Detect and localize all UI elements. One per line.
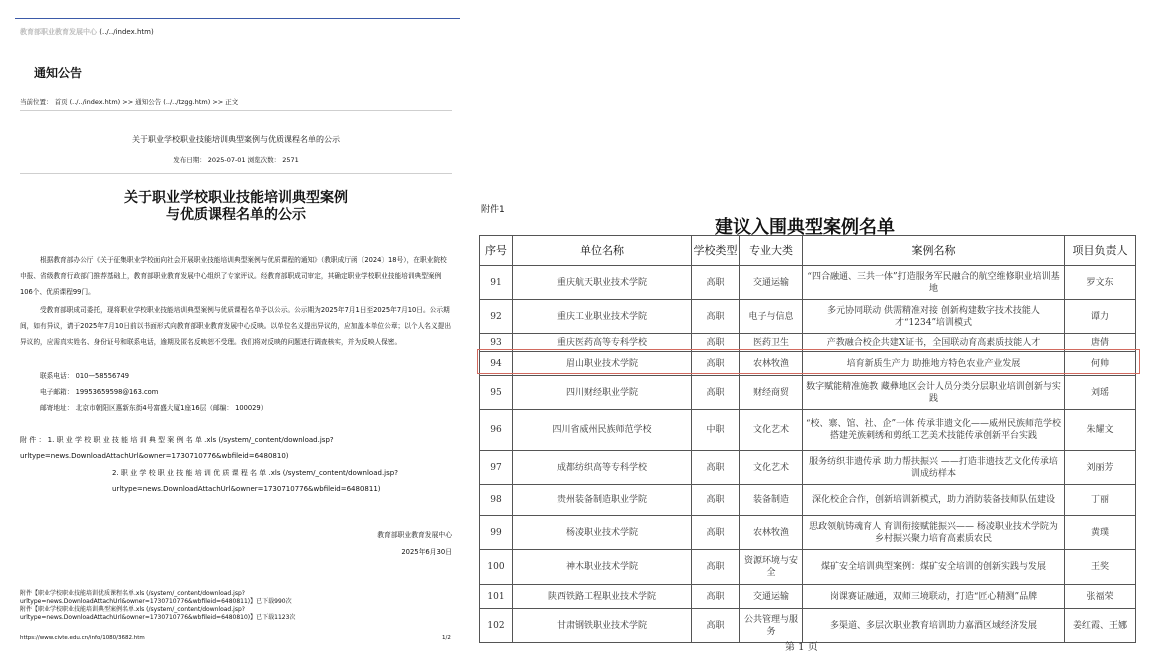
- cell-no: 96: [480, 410, 513, 451]
- cell-leader: 唐倩: [1065, 334, 1136, 352]
- article-title: [20, 190, 452, 224]
- cell-case: 深化校企合作，创新培训新模式，助力消防装备技师队伍建设: [803, 485, 1065, 516]
- cell-case: 岗课赛证融通，双师三境联动，打造“匠心精测”品牌: [803, 585, 1065, 609]
- cell-leader: 何帅: [1065, 352, 1136, 376]
- cell-major: 交通运输: [740, 585, 803, 609]
- cell-case: “四合融通、三共一体”打造服务军民融合的航空维修职业培训基地: [803, 266, 1065, 300]
- cell-type: 高职: [692, 352, 740, 376]
- cell-major: 财经商贸: [740, 376, 803, 410]
- contact-email: 电子邮箱： 19953659598@163.com: [40, 388, 159, 396]
- table-row: [480, 550, 1136, 585]
- header-type: 学校类型: [692, 236, 740, 266]
- cell-no: 99: [480, 516, 513, 550]
- cell-leader: 姜红霞、王娜: [1065, 609, 1136, 643]
- cell-type: 高职: [692, 266, 740, 300]
- footer-line: 附件【职业学校职业技能培训典型案例名单.xls (/system/_content/download.jsp?: [20, 606, 245, 613]
- cell-school: 四川财经职业学院: [513, 376, 692, 410]
- cell-case: 数字赋能精准施教 藏彝地区会计人员分类分层职业培训创新与实践: [803, 376, 1065, 410]
- contact-address: 邮寄地址： 北京市朝阳区惠新东街4号富盛大厦1座16层（邮编： 100029）: [40, 404, 268, 412]
- cell-major: 文化艺术: [740, 451, 803, 485]
- sign-date: 2025年6月30日: [401, 548, 452, 556]
- cell-case: 煤矿安全培训典型案例：煤矿安全培训的创新实践与发展: [803, 550, 1065, 585]
- cell-no: 92: [480, 300, 513, 334]
- cell-school: 眉山职业技术学院: [513, 352, 692, 376]
- attachment-link-2[interactable]: 2. 职 业 学 校 职 业 技 能 培 训 优 质 课 程 名 单 .xls (/system/_content/download.jsp?urltype=news.DownloadAttachUrl&owner=1730710776&wbfileid=6480811): [112, 469, 398, 493]
- table-header-row: [480, 236, 1136, 266]
- cell-case: 多渠道、多层次职业教育培训助力嘉酒区域经济发展: [803, 609, 1065, 643]
- table-title: 建议入围典型案例名单: [715, 217, 895, 238]
- cell-leader: 丁丽: [1065, 485, 1136, 516]
- cell-type: 高职: [692, 451, 740, 485]
- cell-no: 100: [480, 550, 513, 585]
- cell-school: 贵州装备制造职业学院: [513, 485, 692, 516]
- cell-type: 高职: [692, 609, 740, 643]
- header-school: 单位名称: [513, 236, 692, 266]
- site-link[interactable]: (../../index.htm): [99, 28, 154, 36]
- cell-leader: 罗文东: [1065, 266, 1136, 300]
- footer-line: urltype=news.DownloadAttachUrl&owner=1730710776&wbfileid=6480810)】已下载1123次: [20, 614, 296, 621]
- cell-type: 高职: [692, 550, 740, 585]
- cell-major: 公共管理与服务: [740, 609, 803, 643]
- table-row: [480, 376, 1136, 410]
- cell-case: 服务纺织非遗传承 助力帮扶振兴 ——打造非遗技艺文化传承培训成纺样本: [803, 451, 1065, 485]
- cell-leader: 张福荣: [1065, 585, 1136, 609]
- contact-phone: 联系电话： 010—58556749: [40, 372, 130, 380]
- table-row: [480, 300, 1136, 334]
- paragraph-2: 受教育部职成司委托，现将职业学校职业技能培训典型案例与优质课程名单予以公示。公示期为2025年7月1日至2025年7月10日。公示期间，如有异议，请于2025年7月10日前以书面形式向教育部职业教育发展中心反映。以单位名义提出异议的，应加盖本单位公章；以个人名义提出异议的，应需真实姓名、身份证号和联系电话，逾期及匿名反映恕不受理。我们将对反映的问题进行调查核实，并为反映人保密。: [20, 306, 452, 346]
- page-url: https://www.civte.edu.cn/info/1080/3682.htm: [20, 635, 145, 641]
- footer-line: urltype=news.DownloadAttachUrl&owner=1730710776&wbfileid=6480811)】已下载990次: [20, 598, 292, 605]
- cell-no: 93: [480, 334, 513, 352]
- article-title-line2: 与优质课程名单的公示: [166, 207, 306, 223]
- case-list-table: [479, 235, 1136, 643]
- site-name: 教育部职业教育发展中心: [20, 28, 97, 36]
- cell-leader: 刘瑶: [1065, 376, 1136, 410]
- cell-type: 中职: [692, 410, 740, 451]
- cell-major: 资源环境与安全: [740, 550, 803, 585]
- cell-major: 交通运输: [740, 266, 803, 300]
- publish-date: 发布日期： 2025-07-01 浏览次数： 2571: [173, 156, 299, 164]
- cell-major: 农林牧渔: [740, 516, 803, 550]
- cell-school: 四川省威州民族师范学校: [513, 410, 692, 451]
- divider: [20, 173, 452, 174]
- cell-major: 医药卫生: [740, 334, 803, 352]
- table-row: [480, 352, 1136, 376]
- header-leader: 项目负责人: [1065, 236, 1136, 266]
- cell-major: 农林牧渔: [740, 352, 803, 376]
- annex-table-page: [475, 0, 1162, 667]
- table-row: [480, 410, 1136, 451]
- table-row: [480, 585, 1136, 609]
- cell-school: 重庆航天职业技术学院: [513, 266, 692, 300]
- cell-major: 文化艺术: [740, 410, 803, 451]
- table-row: [480, 516, 1136, 550]
- site-header[interactable]: [20, 27, 154, 37]
- table-row: [480, 451, 1136, 485]
- cell-leader: 黄璞: [1065, 516, 1136, 550]
- header-rule: [15, 18, 460, 19]
- announcement-page: [0, 0, 470, 667]
- cell-no: 95: [480, 376, 513, 410]
- cell-school: 神木职业技术学院: [513, 550, 692, 585]
- cell-school: 重庆工业职业技术学院: [513, 300, 692, 334]
- article-subhead: 关于职业学校职业技能培训典型案例与优质课程名单的公示: [132, 135, 340, 144]
- table-row: [480, 485, 1136, 516]
- download-count-1[interactable]: [20, 590, 295, 622]
- cell-no: 102: [480, 609, 513, 643]
- cell-case: 多元协同联动 供需精准对接 创新构建数字技术技能人才“1234”培训模式: [803, 300, 1065, 334]
- cell-case: 思政领航铸魂育人 育训衔接赋能振兴—— 杨凌职业技术学院为乡村振兴聚力培育高素质农民: [803, 516, 1065, 550]
- cell-type: 高职: [692, 334, 740, 352]
- cell-leader: 刘丽芳: [1065, 451, 1136, 485]
- header-case: 案例名称: [803, 236, 1065, 266]
- header-major: 专业大类: [740, 236, 803, 266]
- cell-type: 高职: [692, 585, 740, 609]
- footer-line: 附件【职业学校职业技能培训优质课程名单.xls (/system/_content/download.jsp?: [20, 590, 245, 597]
- cell-school: 重庆医药高等专科学校: [513, 334, 692, 352]
- article-title-line1: 关于职业学校职业技能培训典型案例: [124, 190, 348, 206]
- cell-school: 陕西铁路工程职业技术学院: [513, 585, 692, 609]
- cell-school: 杨凌职业技术学院: [513, 516, 692, 550]
- cell-no: 98: [480, 485, 513, 516]
- annex-label: 附件1: [481, 205, 505, 215]
- cell-no: 94: [480, 352, 513, 376]
- cell-school: 成都纺织高等专科学校: [513, 451, 692, 485]
- section-title: 通知公告: [34, 66, 83, 80]
- cell-type: 高职: [692, 516, 740, 550]
- page-number: 1/2: [442, 635, 451, 641]
- cell-school: 甘肃钢铁职业技术学院: [513, 609, 692, 643]
- cell-leader: 谭力: [1065, 300, 1136, 334]
- breadcrumb[interactable]: 当前位置： 首页 (../../index.htm) >> 通知公告 (../../tzgg.htm) >> 正文: [20, 98, 239, 106]
- paragraph-1: 根据教育部办公厅《关于征集职业学校面向社会开展职业技能培训典型案例与优质课程的通知》（教职成厅函〔2024〕18号），在职业院校申报、省级教育行政部门推荐基础上，教育部职业教育发展中心组织了专家评议。经教育部职成司审定，其确定职业学校职业技能培训典型案例106个、优质课程99门。: [20, 256, 447, 296]
- divider: [20, 110, 452, 111]
- cell-major: 电子与信息: [740, 300, 803, 334]
- cell-case: “校、寨、馆、社、企”一体 传承非遗文化——威州民族师范学校搭建羌族刺绣和剪纸工艺美术技能传承创新平台实践: [803, 410, 1065, 451]
- cell-type: 高职: [692, 300, 740, 334]
- cell-no: 101: [480, 585, 513, 609]
- cell-no: 91: [480, 266, 513, 300]
- attachment-link-1[interactable]: 附 件 ： 1. 职 业 学 校 职 业 技 能 培 训 典 型 案 例 名 单 .xls (/system/_content/download.jsp?urltype=news.DownloadAttachUrl&owner=1730710776&wbfileid=6480810): [20, 436, 334, 460]
- cell-major: 装备制造: [740, 485, 803, 516]
- header-no: 序号: [480, 236, 513, 266]
- cell-type: 高职: [692, 376, 740, 410]
- sign-org: 教育部职业教育发展中心: [377, 531, 452, 539]
- table-row: [480, 334, 1136, 352]
- cell-no: 97: [480, 451, 513, 485]
- page-label: 第 1 页: [785, 642, 818, 653]
- cell-type: 高职: [692, 485, 740, 516]
- cell-case: 产教融合校企共建X证书，全国联动育高素质技能人才: [803, 334, 1065, 352]
- cell-leader: 朱耀文: [1065, 410, 1136, 451]
- table-row: [480, 266, 1136, 300]
- cell-leader: 王奖: [1065, 550, 1136, 585]
- cell-case: 培育新质生产力 助推地方特色农业产业发展: [803, 352, 1065, 376]
